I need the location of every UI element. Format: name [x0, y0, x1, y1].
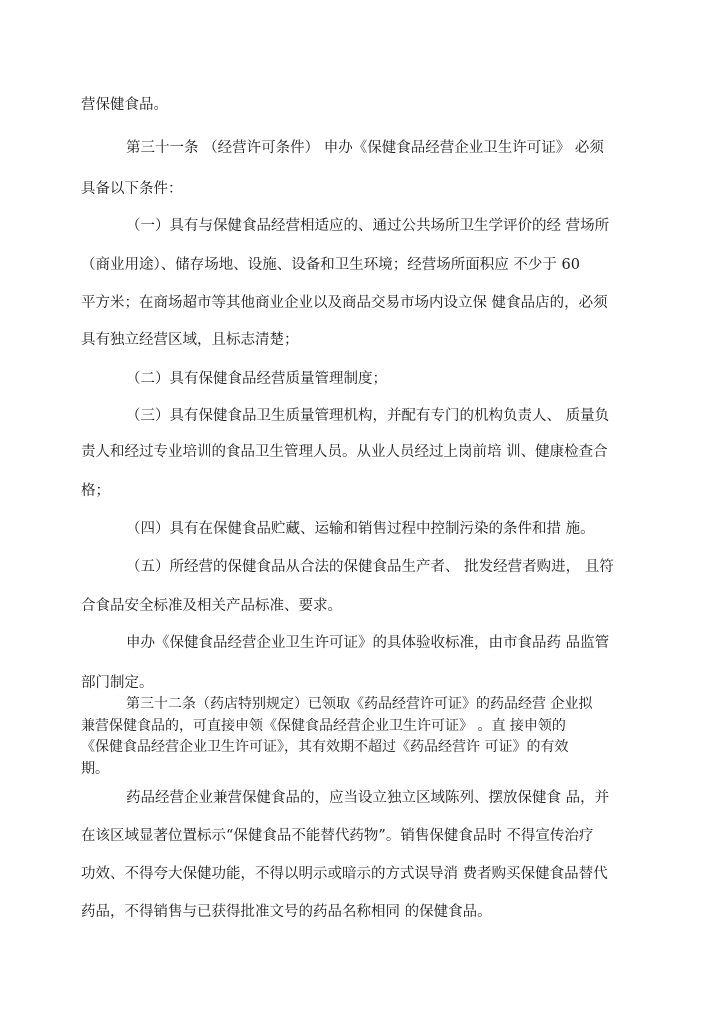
acceptance-paragraph: 申办《保健食品经营企业卫生许可证》的具体验收标准，由市食品药 品监管: [126, 635, 610, 651]
text-line: 责人和经过专业培训的食品卫生管理人员。从业人员经过上岗前培 训、健康检查合: [81, 444, 608, 460]
text-line: （商业用途）、储存场地、设施、设备和卫生环境；经营场所面积应 不少于 60: [81, 257, 580, 273]
text-line: 《保健食品经营企业卫生许可证》，其有效期不超过《药品经营许 可证》的有效: [81, 739, 569, 755]
text-line: 具备以下条件：: [81, 181, 183, 197]
text-line: 格；: [81, 483, 110, 499]
text-line: 部门制定。: [81, 675, 154, 691]
pharmacy-paragraph: 药品经营企业兼营保健食品的，应当设立独立区域陈列、摆放保健食 品，并: [126, 790, 610, 806]
condition-2: （二）具有保健食品经营质量管理制度；: [126, 371, 387, 387]
text-line: 营保健食品。: [81, 97, 168, 113]
text-line: 期。: [81, 761, 109, 777]
condition-3: （三）具有保健食品卫生质量管理机构，并配有专门的机构负责人、 质量负: [126, 408, 610, 424]
text-line: 具有独立经营区域，且标志清楚；: [81, 332, 299, 348]
text-line: 兼营保健食品的，可直接申领《保健食品经营企业卫生许可证》 。直 接申领的: [81, 718, 566, 734]
text-line: 在该区域显著位置标示“保健食品不能替代药物”。销售保健食品时 不得宣传治疗: [81, 828, 594, 844]
condition-4: （四）具有在保健食品贮藏、运输和销售过程中控制污染的条件和措 施。: [126, 521, 595, 537]
condition-1: （一）具有与保健食品经营相适应的、通过公共场所卫生学评价的经 营场所: [126, 218, 610, 234]
condition-5: （五）所经营的保健食品从合法的保健食品生产者、 批发经营者购进， 且符: [126, 559, 614, 575]
text-line: 功效、不得夸大保健功能，不得以明示或暗示的方式误导消 费者购买保健食品替代: [81, 866, 608, 882]
text-line: 合食品安全标准及相关产品标准、要求。: [81, 598, 342, 614]
text-line: 药品，不得销售与已获得批准文号的药品名称相同 的保健食品。: [81, 904, 492, 920]
article-31-heading: 第三十一条 （经营许可条件） 申办《保健食品经营企业卫生许可证》 必须: [126, 140, 604, 156]
text-line: 平方米；在商场超市等其他商业企业以及商品交易市场内设立保 健食品店的，必须: [81, 295, 608, 311]
article-32-heading: 第三十二条（药店特别规定）已领取《药品经营许可证》的药品经营 企业拟: [126, 696, 593, 712]
